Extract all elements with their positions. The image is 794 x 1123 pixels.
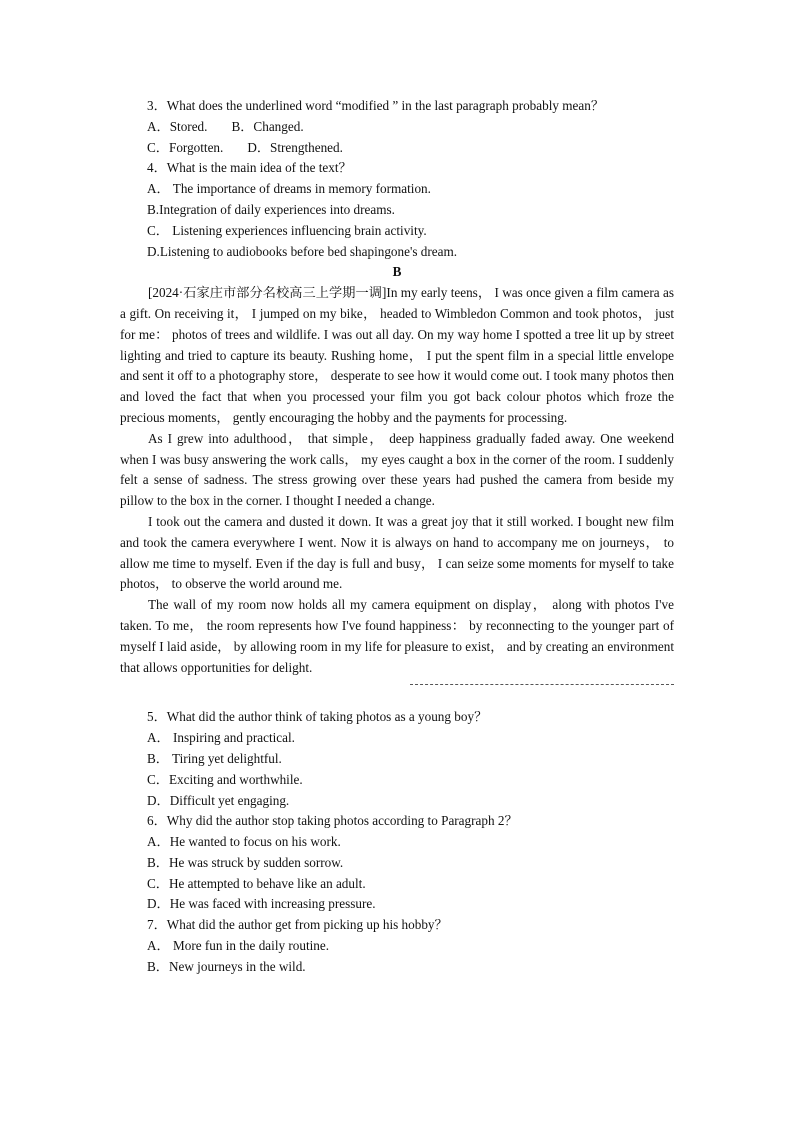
question-6-option-c: C．He attempted to behave like an adult. (147, 875, 366, 891)
question-3-option-b: B．Changed. (231, 118, 304, 134)
question-6-option-a: A．He wanted to focus on his work. (147, 834, 341, 850)
question-6-option-d: D．He was faced with increasing pressure. (147, 896, 376, 912)
question-5-option-c: C．Exciting and worthwhile. (147, 771, 303, 787)
passage-paragraph-1: [2024·石家庄市部分名校高三上学期一调]In my early teens， I was once given a film camera as a gift. On receiving it， I jumped on my bike， headed to Wimbledon Common and took photos， just for me： photos of trees and wildlife. I was out all day. On my way home I spotted a tree lit up by street lighting and tried to capture its beauty. Rushing home， I put the spent film in a special little envelope and sent it off to a photography store， desperate to see how it would come out. I took many photos then and loved the fact that when you processed your film you got back colour photos which froze the precious moments， gently encouraging the hobby and the payments for processing. (120, 285, 674, 425)
passage-paragraph-2: As I grew into adulthood， that simple， deep happiness gradually faded away. One weekend when I was busy answering the work calls， my eyes caught a box in the corner of the room. I suddenly felt a sense of sadness. The stress growing over these years had pushed the camera from beside my pillow to the box in the corner. I thought I needed a change. (120, 430, 674, 509)
passage-paragraph-4: The wall of my room now holds all my camera equipment on display， along with photos I've taken. To me， the room represents how I've found happiness： by reconnecting to the younger part of myself I laid aside， by allowing room in my life for pleasure to exist， and by creating an environment that allows opportunities for delight. (120, 597, 674, 675)
question-6-stem: 6．Why did the author stop taking photos according to Paragraph 2？ (147, 813, 518, 829)
question-6-option-b: B．He was struck by sudden sorrow. (147, 854, 344, 870)
section-b-heading: B (392, 264, 402, 280)
document-page (120, 96, 674, 978)
question-4-stem: 4．What is the main idea of the text？ (147, 160, 352, 176)
question-5-option-d: D．Difficult yet engaging. (147, 792, 290, 808)
question-3-option-a: A．Stored. (147, 118, 208, 134)
question-5-option-a: A． Inspiring and practical. (147, 730, 295, 746)
question-4-option-b: B.Integration of daily experiences into dreams. (147, 201, 395, 217)
question-7-stem: 7．What did the author get from picking up his hobby？ (147, 917, 448, 933)
question-3-options-ab (120, 117, 674, 138)
passage-paragraph-3: I took out the camera and dusted it down. It was a great joy that it still worked. I bought new film and took the camera everywhere I went. Now it is always on hand to accompany me on journeys， to allow me time to myself. Even if the day is full and busy， I can seize some moments for myself to take photos， to observe the world around me. (120, 513, 674, 592)
question-4-option-d: D.Listening to audiobooks before bed shapingone's dream. (147, 243, 458, 259)
question-5-stem: 5．What did the author think of taking photos as a young boy？ (147, 709, 488, 725)
question-3-options-cd (120, 138, 674, 159)
question-7-option-a: A． More fun in the daily routine. (147, 938, 330, 954)
question-3-option-d: D．Strengthened. (247, 139, 343, 155)
question-4-option-c: C． Listening experiences influencing brain activity. (147, 222, 427, 238)
question-4-option-a: A． The importance of dreams in memory formation. (147, 181, 431, 197)
question-7-option-b: B．New journeys in the wild. (147, 958, 306, 974)
question-5-option-b: B． Tiring yet delightful. (147, 750, 282, 766)
question-3-stem: 3．What does the underlined word “modified ” in the last paragraph probably mean？ (147, 98, 605, 113)
question-3-option-c: C．Forgotten. (147, 139, 224, 155)
